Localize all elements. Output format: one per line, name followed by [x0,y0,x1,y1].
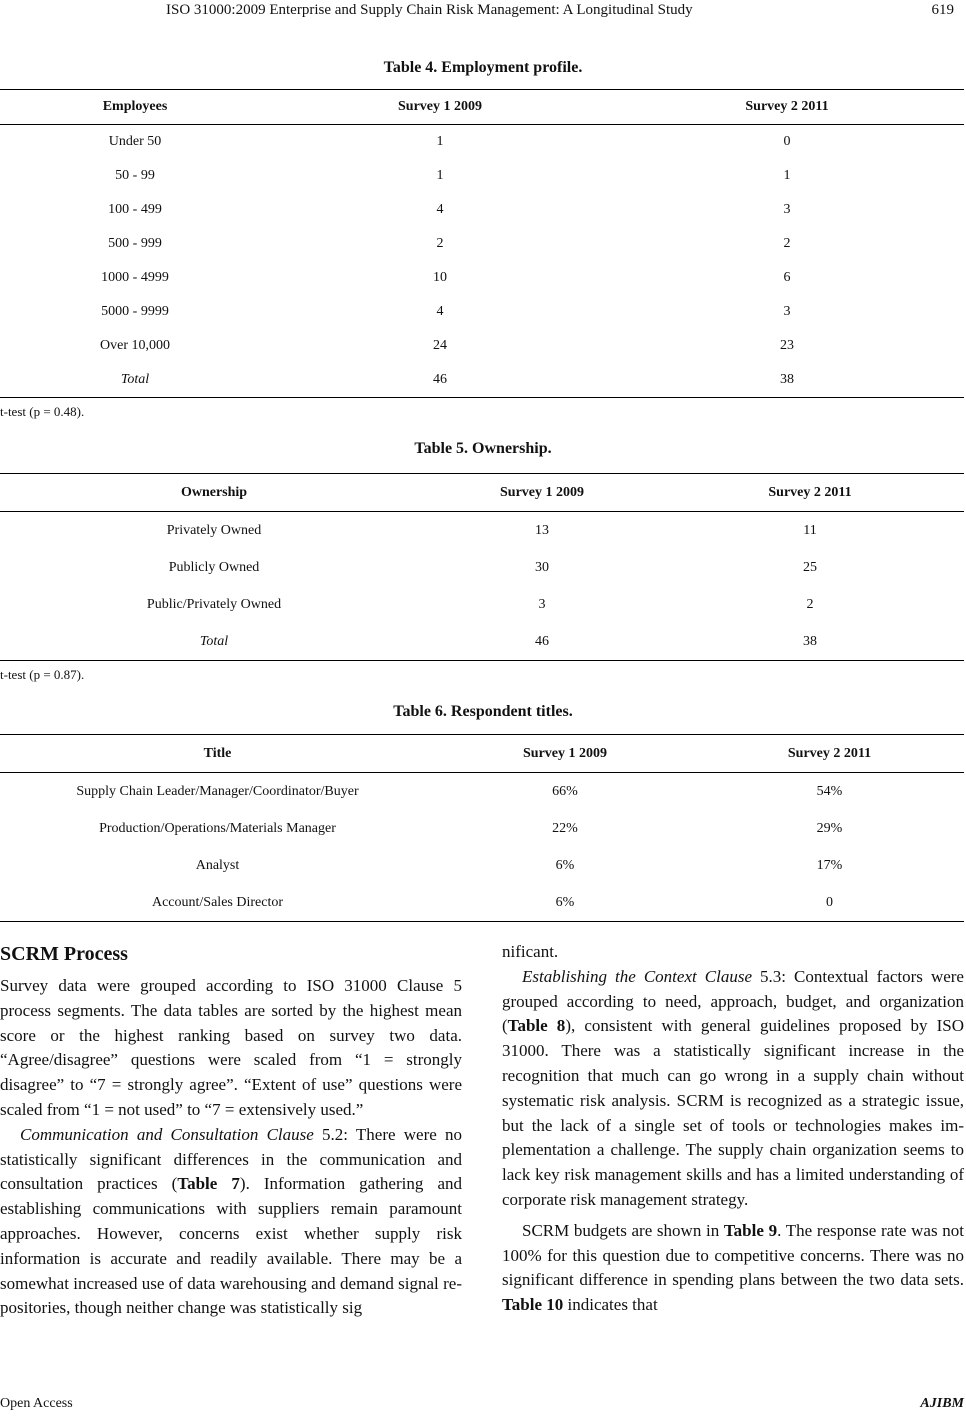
cell-value: 6% [555,857,575,873]
table-reference: Table 8 [507,1016,566,1036]
cell-value: 54% [816,783,843,799]
cell-value: 3 [783,304,791,319]
footer-journal: AJIBM [920,1396,964,1411]
cell-value: 46 [270,363,610,398]
table6-col-title: Title [0,735,435,773]
cell-value: 23 [780,338,794,353]
table-row [0,329,964,363]
body-right-column [502,940,964,1318]
paragraph-context [502,965,964,1213]
paragraph-budgets [502,1219,964,1318]
table-row [0,847,964,884]
footer-open-access: Open Access [0,1396,73,1411]
table-reference: Table 9 [723,1220,778,1240]
cell-value: 2 [806,596,814,612]
table-total-row [0,363,964,398]
table5-col-ownership: Ownership [0,474,428,512]
table5-note: t-test (p = 0.87). [0,667,85,682]
cell-value: 2 [783,236,791,251]
running-header [0,0,966,24]
cell-value: 11 [803,522,817,538]
cell-value: 30 [535,559,549,575]
table-reference: Table 7 [177,1174,240,1194]
table6-header-row [0,735,964,773]
table-row [0,295,964,329]
cell-value: 6% [435,884,695,922]
cell-value: 46 [428,623,656,661]
table4-caption: Table 4. Employment profile. [383,59,583,76]
clause-lead: Communication and Consultation Clause [20,1124,314,1144]
paragraph-text: ), consistent with general guidelines proposed by ISO 31000. There was a statistically significant increase in the recognition that much can go wrong in a supply chain without systematic risk analysis. SCRM is recognized as a strategic issue, but the lack of a single set of tools or technologies makes implementation a challenge. The supply chain organization seems to lack key risk management skills and has a limited understanding of corporate risk management strategy. [502,1016,964,1209]
table5 [0,473,964,661]
table-row [0,512,964,550]
cell-label: Privately Owned [166,522,262,538]
cell-label: Supply Chain Leader/Manager/Coordinator/Buyer [76,783,359,799]
cell-total-label: Total [0,623,428,661]
table4-col-employees: Employees [0,90,270,125]
cell-label: 100 - 499 [108,202,162,217]
table-row [0,227,964,261]
table-row [0,125,964,160]
table5-caption: Table 5. Ownership. [414,440,552,457]
paragraph-text: 5.3: Contextual factors were grouped according to need, approach, budget, and organization ( [502,966,964,1036]
cell-label: Production/Operations/Materials Manager [99,820,336,836]
table-reference: Table 10 [502,1295,564,1315]
cell-value: 1 [436,168,444,183]
paragraph-communication [0,1123,462,1321]
table-row [0,586,964,623]
clause-lead: Establishing the Context Clause [522,966,752,986]
table4-col-survey1: Survey 1 2009 [270,90,610,125]
paragraph-text: . The response rate was not 100% for this question due to competitive concerns. There was no significant difference in spending plans between the two data sets. [502,1220,964,1290]
cell-label: Analyst [195,857,240,873]
cell-label: 500 - 999 [108,236,162,251]
table4 [0,89,964,398]
cell-value: 66% [552,783,578,799]
table-row [0,810,964,847]
table5-header-row [0,474,964,512]
table5-col-survey1: Survey 1 2009 [428,474,656,512]
cell-value: 25 [803,559,817,575]
cell-total-label: Total [0,363,270,398]
cell-value: 1 [783,168,791,183]
table-row [0,773,964,811]
table-row [0,193,964,227]
cell-value: 4 [436,202,444,217]
section-heading: SCRM Process [0,943,128,965]
table-row [0,884,964,922]
table-row [0,159,964,193]
table6-col-survey1: Survey 1 2009 [435,735,695,773]
table6 [0,734,964,922]
cell-label: 1000 - 4999 [101,270,169,285]
cell-value: 17% [816,857,843,873]
cell-value: 29% [816,820,843,836]
cell-label: 50 - 99 [115,168,155,183]
cell-value: 2 [436,236,444,251]
cell-label: Under 50 [108,134,162,149]
cell-value: 0 [783,134,791,149]
cell-value: 4 [436,304,444,319]
table6-col-survey2: Survey 2 2011 [695,735,964,773]
paragraph-continuation: nificant. [502,942,559,961]
cell-value: 3 [783,202,791,217]
cell-label: Account/Sales Director [0,884,435,922]
cell-value: 10 [433,270,447,285]
cell-label: Over 10,000 [100,338,170,353]
body-left-column [0,940,462,1321]
paragraph-text: 5.2: There were no statistically significant differences in the communication and consultation practices ( [0,1124,462,1194]
table6-caption: Table 6. Respondent titles. [393,703,573,720]
cell-value: 13 [535,522,549,538]
table4-col-survey2: Survey 2 2011 [610,90,964,125]
cell-value: 38 [656,623,964,661]
table5-col-survey2: Survey 2 2011 [656,474,964,512]
table4-header-row [0,90,964,125]
table-row [0,549,964,586]
cell-value: 3 [538,596,546,612]
running-title: ISO 31000:2009 Enterprise and Supply Chain Risk Management: A Longitudinal Study [166,2,693,18]
cell-label: Publicly Owned [168,559,260,575]
paragraph-intro: Survey data were grouped according to ISO 31000 Clause 5 process segments. The data tables are sorted by the highest mean score or the highest ranking based on survey two data. “Agree/disagree” questions were scaled from “1 = strongly disagree” to “7 = strongly agree”. “Extent of use” questions were scaled from “1 = not used” to “7 = extensively used.” [0,976,462,1119]
table-row [0,261,964,295]
cell-value: 1 [436,134,444,149]
cell-label: 5000 - 9999 [101,304,169,319]
cell-label: Public/Privately Owned [146,596,282,612]
table-total-row [0,623,964,661]
paragraph-text: ). Information gathering and establishing communications with suppliers remain paramount approaches. However, concerns exist whether supply risk information is accurate and readily available. There may be a somewhat increased use of data warehousing and demand signal repositories, though neither change was statistically sig [0,1174,462,1318]
cell-value: 6 [783,270,791,285]
paragraph-text: SCRM budgets are shown in [522,1220,724,1240]
cell-value: 24 [433,338,447,353]
cell-value: 0 [695,884,964,922]
cell-value: 38 [610,363,964,398]
paragraph-text: indicates that [563,1295,658,1315]
cell-value: 22% [552,820,578,836]
page-number: 619 [931,2,954,18]
table4-note: t-test (p = 0.48). [0,404,85,419]
